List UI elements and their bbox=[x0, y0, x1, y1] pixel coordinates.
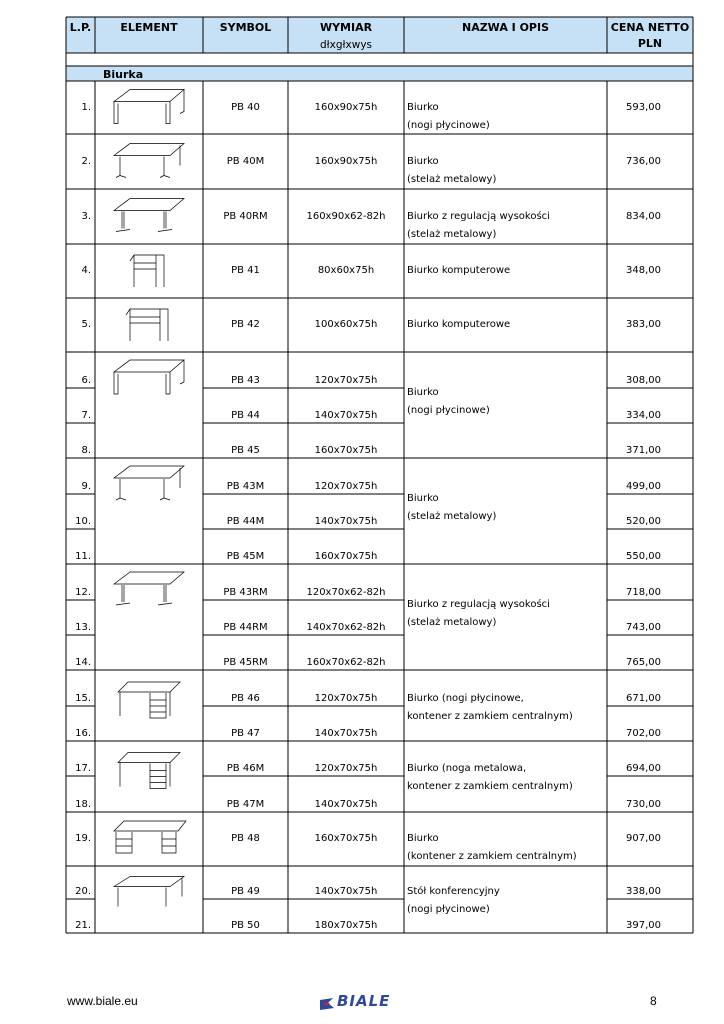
description-line1: Biurko z regulacją wysokości bbox=[407, 210, 550, 222]
row-dimensions: 80x60x75h bbox=[317, 265, 375, 276]
row-dimensions: 140x70x75h bbox=[314, 799, 378, 810]
desk-adjustable-icon bbox=[114, 199, 184, 232]
row-dimensions: 160x90x75h bbox=[314, 156, 378, 167]
row-lp: 9. bbox=[81, 481, 91, 492]
row-symbol: PB 40 bbox=[231, 102, 260, 113]
row-symbol: PB 42 bbox=[231, 319, 260, 330]
row-dimensions: 160x70x75h bbox=[314, 551, 378, 562]
row-lp: 21. bbox=[75, 920, 91, 931]
row-price: 702,00 bbox=[626, 728, 661, 739]
header-symbol: SYMBOL bbox=[219, 21, 272, 34]
desk-metal-frame-icon bbox=[114, 144, 184, 178]
row-lp: 2. bbox=[81, 156, 91, 167]
row-price: 743,00 bbox=[626, 622, 661, 633]
row-lp: 6. bbox=[81, 375, 91, 386]
row-lp: 17. bbox=[75, 763, 91, 774]
row-dimensions: 120x70x75h bbox=[314, 375, 378, 386]
row-symbol: PB 43 bbox=[231, 375, 260, 386]
row-symbol: PB 45M bbox=[226, 551, 265, 562]
row-lp: 14. bbox=[75, 657, 91, 668]
row-lp: 8. bbox=[81, 445, 91, 456]
row-symbol: PB 50 bbox=[231, 920, 260, 931]
row-dimensions: 140x70x75h bbox=[314, 728, 378, 739]
row-price: 671,00 bbox=[626, 693, 661, 704]
row-dimensions: 180x70x75h bbox=[314, 920, 378, 931]
desk-adjustable-icon bbox=[114, 572, 184, 605]
description-line1: Biurko bbox=[407, 155, 439, 167]
row-dimensions: 120x70x75h bbox=[314, 763, 378, 774]
footer-website-link[interactable]: www.biale.eu bbox=[67, 994, 138, 1008]
row-price: 550,00 bbox=[626, 551, 661, 562]
header-wymiar-sub: dłxgłxwys bbox=[320, 39, 372, 51]
row-dimensions: 140x70x62-82h bbox=[306, 622, 386, 633]
description-line1: Biurko bbox=[407, 493, 439, 504]
header-wymiar: WYMIAR bbox=[319, 21, 373, 34]
row-price: 694,00 bbox=[626, 763, 661, 774]
description-line1: Biurko bbox=[407, 387, 439, 398]
row-lp: 15. bbox=[75, 693, 91, 704]
logo-swoosh-icon bbox=[317, 992, 339, 1014]
row-dimensions: 160x70x62-82h bbox=[306, 657, 386, 668]
row-price: 397,00 bbox=[626, 920, 661, 931]
row-symbol: PB 41 bbox=[231, 265, 260, 276]
description-line1: Biurko bbox=[407, 101, 439, 113]
computer-desk-small-icon bbox=[130, 255, 164, 287]
row-dimensions: 120x70x75h bbox=[314, 693, 378, 704]
row-price: 736,00 bbox=[626, 156, 661, 167]
description-line1: Biurko bbox=[407, 833, 439, 844]
row-symbol: PB 47 bbox=[231, 728, 260, 739]
description-line2: (nogi płycinowe) bbox=[407, 119, 490, 131]
row-price: 334,00 bbox=[626, 410, 661, 421]
desk-panel-legs-icon bbox=[114, 360, 184, 394]
header-cena-sub: PLN bbox=[637, 37, 663, 50]
row-symbol: PB 44RM bbox=[223, 622, 268, 633]
row-symbol: PB 40M bbox=[226, 156, 265, 167]
row-lp: 11. bbox=[75, 551, 91, 562]
row-lp: 16. bbox=[75, 728, 91, 739]
header-nazwa: NAZWA I OPIS bbox=[461, 21, 550, 34]
row-lp: 4. bbox=[81, 265, 91, 276]
header-lp: L.P. bbox=[69, 21, 92, 34]
computer-desk-icon bbox=[126, 309, 168, 341]
description-line1: Biurko komputerowe bbox=[407, 265, 511, 276]
description-line2: (stelaż metalowy) bbox=[407, 173, 497, 185]
row-price: 383,00 bbox=[626, 319, 661, 330]
row-lp: 5. bbox=[81, 319, 91, 330]
row-price: 730,00 bbox=[626, 799, 661, 810]
conference-table-icon bbox=[114, 877, 184, 907]
row-dimensions: 160x70x75h bbox=[314, 833, 378, 844]
company-logo bbox=[317, 990, 411, 1012]
page-number: 8 bbox=[650, 994, 657, 1008]
row-lp: 10. bbox=[75, 516, 91, 527]
row-lp: 12. bbox=[75, 587, 91, 598]
row-symbol: PB 47M bbox=[226, 799, 265, 810]
desk-panel-legs-icon bbox=[114, 90, 184, 124]
description-line2: (kontener z zamkiem centralnym) bbox=[407, 851, 577, 862]
logo-text: BIALE bbox=[337, 992, 391, 1010]
row-lp: 20. bbox=[75, 886, 91, 897]
row-symbol: PB 46 bbox=[231, 693, 260, 704]
row-lp: 7. bbox=[81, 410, 91, 421]
description-line1: Biurko (nogi płycinowe, bbox=[407, 693, 524, 704]
row-symbol: PB 40RM bbox=[223, 211, 268, 222]
row-dimensions: 140x70x75h bbox=[314, 886, 378, 897]
desk-double-container-icon bbox=[114, 821, 186, 853]
row-dimensions: 120x70x75h bbox=[314, 481, 378, 492]
header-cena: CENA NETTO bbox=[610, 21, 690, 34]
description-line1: Biurko (noga metalowa, bbox=[407, 763, 527, 774]
row-dimensions: 160x90x62-82h bbox=[306, 211, 386, 222]
description-line2: (stelaż metalowy) bbox=[407, 511, 497, 522]
description-line2: (stelaż metalowy) bbox=[407, 617, 497, 628]
row-symbol: PB 43M bbox=[226, 481, 265, 492]
header-element: ELEMENT bbox=[120, 21, 178, 34]
row-symbol: PB 45 bbox=[231, 445, 260, 456]
description-line1: Stół konferencyjny bbox=[407, 886, 500, 897]
row-dimensions: 140x70x75h bbox=[314, 516, 378, 527]
row-dimensions: 120x70x62-82h bbox=[306, 587, 386, 598]
row-symbol: PB 46M bbox=[226, 763, 265, 774]
row-dimensions: 140x70x75h bbox=[314, 410, 378, 421]
row-dimensions: 160x70x75h bbox=[314, 445, 378, 456]
desk-container-icon bbox=[118, 682, 180, 718]
row-price: 520,00 bbox=[626, 516, 661, 527]
description-line2: (nogi płycinowe) bbox=[407, 405, 490, 416]
description-line1: Biurko z regulacją wysokości bbox=[407, 599, 550, 610]
row-price: 338,00 bbox=[626, 886, 661, 897]
row-price: 718,00 bbox=[626, 587, 661, 598]
description-line2: (stelaż metalowy) bbox=[407, 228, 497, 240]
row-lp: 19. bbox=[75, 833, 91, 844]
row-price: 308,00 bbox=[626, 375, 661, 386]
description-line2: (nogi płycinowe) bbox=[407, 904, 490, 915]
row-price: 834,00 bbox=[626, 211, 661, 222]
row-symbol: PB 49 bbox=[231, 886, 260, 897]
row-symbol: PB 48 bbox=[231, 833, 260, 844]
row-price: 371,00 bbox=[626, 445, 661, 456]
row-lp: 1. bbox=[81, 102, 91, 113]
row-symbol: PB 45RM bbox=[223, 657, 268, 668]
row-lp: 3. bbox=[81, 211, 91, 222]
row-lp: 13. bbox=[75, 622, 91, 633]
desk-metal-frame-icon bbox=[114, 466, 184, 500]
row-price: 907,00 bbox=[626, 833, 661, 844]
row-dimensions: 160x90x75h bbox=[314, 102, 378, 113]
desk-metal-container-icon bbox=[118, 753, 180, 789]
row-dimensions: 100x60x75h bbox=[314, 319, 378, 330]
row-symbol: PB 43RM bbox=[223, 587, 268, 598]
row-lp: 18. bbox=[75, 799, 91, 810]
description-line1: Biurko komputerowe bbox=[407, 319, 511, 330]
description-line2: kontener z zamkiem centralnym) bbox=[407, 711, 573, 722]
row-price: 593,00 bbox=[626, 102, 661, 113]
section-header-background bbox=[66, 66, 693, 81]
row-symbol: PB 44 bbox=[231, 410, 260, 421]
row-price: 348,00 bbox=[626, 265, 661, 276]
row-price: 765,00 bbox=[626, 657, 661, 668]
row-price: 499,00 bbox=[626, 481, 661, 492]
section-title: Biurka bbox=[103, 68, 144, 81]
description-line2: kontener z zamkiem centralnym) bbox=[407, 781, 573, 792]
row-symbol: PB 44M bbox=[226, 516, 265, 527]
